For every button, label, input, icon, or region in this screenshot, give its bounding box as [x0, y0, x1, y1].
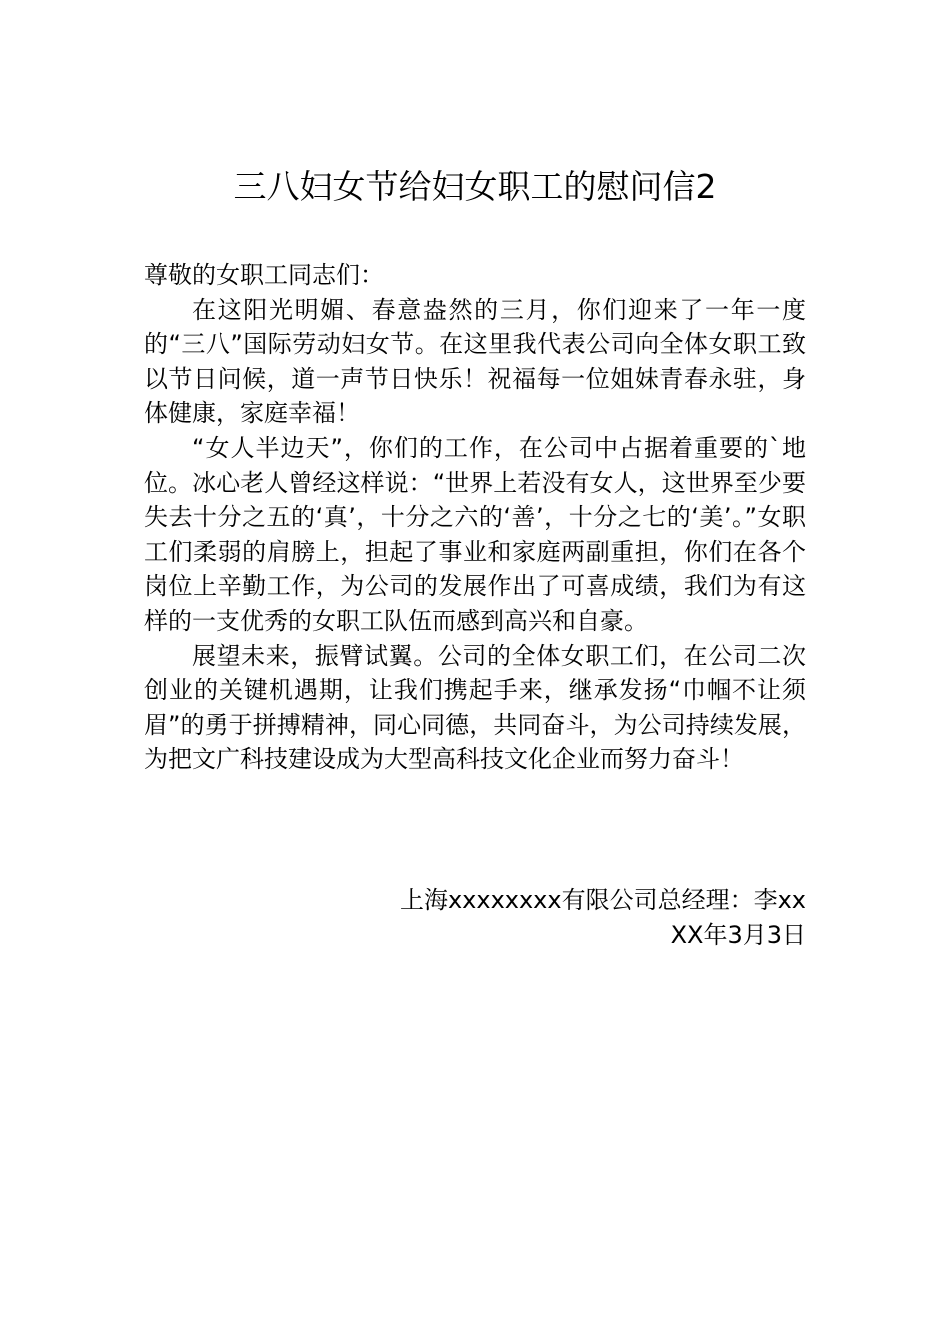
paragraph-2: “女人半边天”，你们的工作，在公司中占据着重要的`地位。冰心老人曾经这样说：“世界上若没有女人，这世界至少要失去十分之五的‘真’，十分之六的‘善’，十分之七的‘美’。”女职工们柔弱的肩膀上，担起了事业和家庭两副重担，你们在各个岗位上辛勤工作，为公司的发展作出了可喜成绩，我们为有这样的一支优秀的女职工队伍而感到高兴和自豪。: [144, 433, 806, 635]
salutation: 尊敬的女职工同志们：: [144, 261, 384, 289]
paragraph-3: 展望未来，振臂试翼。公司的全体女职工们，在公司二次创业的关键机遇期，让我们携起手来，继承发扬“巾帼不让须眉”的勇于拼搏精神，同心同德，共同奋斗，为公司持续发展，为把文广科技建设成为大型高科技文化企业而努力奋斗！: [144, 641, 806, 774]
signature-sender: 上海xxxxxxxx有限公司总经理：李xx: [399, 886, 806, 914]
signature-block: [144, 883, 806, 952]
letter-body: [144, 258, 806, 777]
signature-date: XX年3月3日: [670, 920, 806, 949]
paragraph-1: 在这阳光明媚、春意盎然的三月，你们迎来了一年一度的“三八”国际劳动妇女节。在这里我代表公司向全体女职工致以节日问候，道一声节日快乐！祝福每一位姐妹青春永驻，身体健康，家庭幸福！: [144, 295, 806, 428]
letter-title: 三八妇女节给妇女职工的慰问信2: [233, 167, 717, 206]
